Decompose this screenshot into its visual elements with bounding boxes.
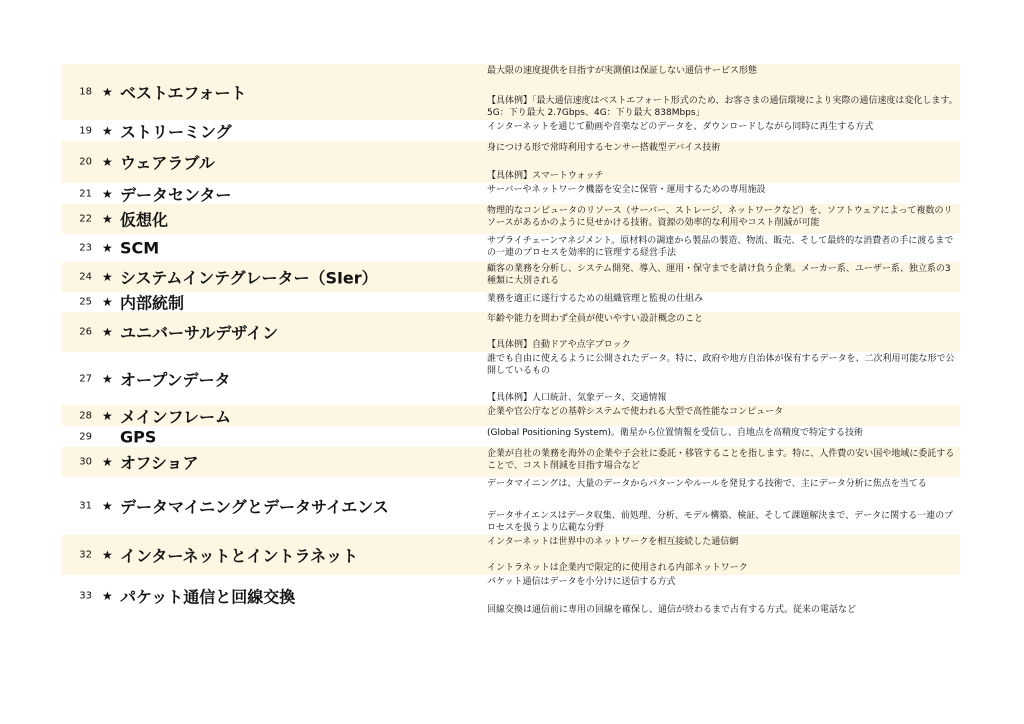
- row-number: 18: [79, 86, 92, 98]
- term-description: [487, 535, 958, 575]
- description-line: 年齢や能力を問わず全員が使いやすい設計概念のこと: [487, 314, 704, 324]
- term-description: [487, 447, 958, 477]
- description-line: 回線交換は通信前に専用の回線を確保し、通信が終わるまで占有する方式。従来の電話など: [487, 605, 857, 615]
- description-line: 【具体例】自動ドアや点字ブロック: [487, 340, 631, 350]
- description-line: データサイエンスはデータ収集、前処理、分析、モデル構築、検証、そして課題解決まで、データに関する一連のプロセスを扱うより広範な分野: [487, 511, 954, 533]
- term-label: データマイニングとデータサイエンス: [120, 497, 389, 517]
- row-number: 19: [79, 125, 92, 136]
- star-icon: ★: [102, 589, 113, 603]
- row-number: 27: [79, 373, 92, 384]
- term-description: [487, 575, 958, 617]
- term-description: [487, 204, 958, 234]
- term-label: SCM: [120, 238, 160, 258]
- description-line: サーバーやネットワーク機器を安全に保管・運用するための専用施設: [487, 185, 766, 195]
- star-icon: ★: [102, 371, 113, 386]
- row-number: 30: [79, 456, 92, 468]
- row-number: 32: [79, 549, 92, 561]
- term-label: 内部統制: [120, 293, 185, 313]
- star-icon: ★: [102, 548, 113, 562]
- star-icon: ★: [102, 295, 113, 309]
- table-row: [62, 405, 960, 426]
- star-icon: ★: [102, 186, 113, 201]
- row-number: 20: [79, 156, 92, 168]
- row-number: 33: [79, 590, 92, 602]
- description-line: 企業が自社の業務を海外の企業や子会社に委託・移管することを指します。特に、人件費の安い国や地域に委託することで、コスト削減を目指す場合など: [487, 449, 955, 471]
- row-number: 31: [79, 500, 92, 512]
- term-description: [487, 426, 958, 447]
- table-row: [62, 183, 960, 204]
- table-row: [62, 426, 960, 447]
- table-row: [62, 575, 960, 617]
- term-label: パケット通信と回線交換: [120, 587, 296, 607]
- term-label: インターネットとイントラネット: [120, 546, 359, 566]
- term-label: データセンター: [120, 185, 232, 204]
- description-line: 誰でも自由に使えるように公開されたデータ。特に、政府や地方自治体が保有するデータを、二次利用可能な形で公開しているもの: [487, 354, 955, 376]
- term-description: [487, 120, 958, 141]
- term-description: [487, 477, 958, 535]
- description-line: 【具体例】人口統計、気象データ、交通情報: [487, 393, 667, 403]
- table-row: [62, 64, 960, 120]
- table-row: [62, 120, 960, 141]
- term-description: [487, 234, 958, 262]
- glossary-table: [62, 64, 960, 617]
- table-row: [62, 262, 960, 292]
- term-label: オープンデータ: [120, 370, 231, 389]
- row-number: 21: [79, 188, 92, 199]
- term-label: ベストエフォート: [120, 83, 247, 103]
- table-row: [62, 312, 960, 352]
- term-label: ストリーミング: [120, 122, 232, 141]
- description-line: 顧客の業務を分析し、システム開発、導入、運用・保守までを請け負う企業。メーカー系、ユーザー系、独立系の3種類に大別される: [487, 264, 951, 286]
- row-number: 26: [79, 326, 92, 338]
- table-row: [62, 477, 960, 535]
- description-line: 物理的なコンピュータのリソース（サーバー、ストレージ、ネットワークなど）を、ソフトウェアによって複数のリソースがあるかのように見せかける技術。資源の効率的な利用やコスト削減が可能: [487, 206, 953, 228]
- term-description: [487, 352, 958, 405]
- row-number: 29: [79, 431, 92, 442]
- description-line: インターネットは世界中のネットワークを相互接続した通信網: [487, 537, 739, 547]
- term-description: [487, 262, 958, 292]
- row-number: 23: [79, 242, 92, 254]
- star-icon: ★: [102, 123, 113, 138]
- table-row: [62, 352, 960, 405]
- star-icon: ★: [102, 408, 113, 423]
- table-row: [62, 292, 960, 312]
- star-icon: ★: [102, 241, 113, 255]
- description-line: 【具体例】「最大通信速度はベストエフォート形式のため、お客さまの通信環境により実際の通信速度は変化します。5G：下り最大 2.7Gbps、4G：下り最大 838Mbps」: [487, 96, 958, 118]
- description-line: データマイニングは、大量のデータからパターンやルールを発見する技術で、主にデータ分析に焦点を当てる: [487, 479, 927, 489]
- star-icon: ★: [102, 455, 113, 469]
- term-label: ウェアラブル: [120, 153, 215, 173]
- term-description: [487, 312, 958, 352]
- row-number: 28: [79, 410, 92, 421]
- description-line: イントラネットは企業内で限定的に使用される内部ネットワーク: [487, 563, 748, 573]
- row-number: 22: [79, 213, 92, 225]
- table-row: [62, 204, 960, 234]
- table-row: [62, 535, 960, 575]
- star-icon: ★: [102, 212, 113, 226]
- star-icon: ★: [102, 499, 113, 513]
- term-label: 仮想化: [120, 210, 169, 230]
- description-line: 【具体例】スマートウォッチ: [487, 171, 604, 181]
- table-row: [62, 234, 960, 262]
- term-label: GPS: [120, 427, 157, 446]
- row-number: 24: [79, 271, 92, 283]
- description-line: インターネットを通じて動画や音楽などのデータを、ダウンロードしながら同時に再生する方式: [487, 122, 874, 132]
- term-label: ユニバーサルデザイン: [120, 323, 279, 343]
- description-line: 業務を適正に遂行するための組織管理と監視の仕組み: [487, 294, 704, 304]
- description-line: サプライチェーンマネジメント。原材料の調達から製品の製造、物流、販売、そして最終的な消費者の手に渡るまでの一連のプロセスを効率的に管理する経営手法: [487, 236, 954, 258]
- description-line: 最大限の速度提供を目指すが実測値は保証しない通信サービス形態: [487, 66, 758, 76]
- star-icon: ★: [102, 270, 113, 284]
- term-description: [487, 141, 958, 183]
- row-number: 25: [79, 296, 92, 308]
- description-line: 身につける形で常時利用するセンサー搭載型デバイス技術: [487, 143, 721, 153]
- description-line: (Global Positioning System)。衛星から位置情報を受信し、自地点を高精度で特定する技術: [487, 428, 863, 438]
- table-row: [62, 447, 960, 477]
- description-line: 企業や官公庁などの基幹システムで使われる大型で高性能なコンピュータ: [487, 407, 784, 417]
- description-line: パケット通信はデータを小分けに送信する方式: [487, 577, 676, 587]
- term-label: システムインテグレーター（SIer）: [120, 268, 378, 288]
- term-description: [487, 64, 958, 120]
- term-label: オフショア: [120, 453, 199, 473]
- term-description: [487, 292, 958, 312]
- table-row: [62, 141, 960, 183]
- star-icon: ★: [102, 325, 113, 339]
- star-icon: ★: [102, 155, 113, 169]
- star-icon: ★: [102, 85, 113, 99]
- term-description: [487, 405, 958, 426]
- term-description: [487, 183, 958, 204]
- term-label: メインフレーム: [120, 407, 232, 426]
